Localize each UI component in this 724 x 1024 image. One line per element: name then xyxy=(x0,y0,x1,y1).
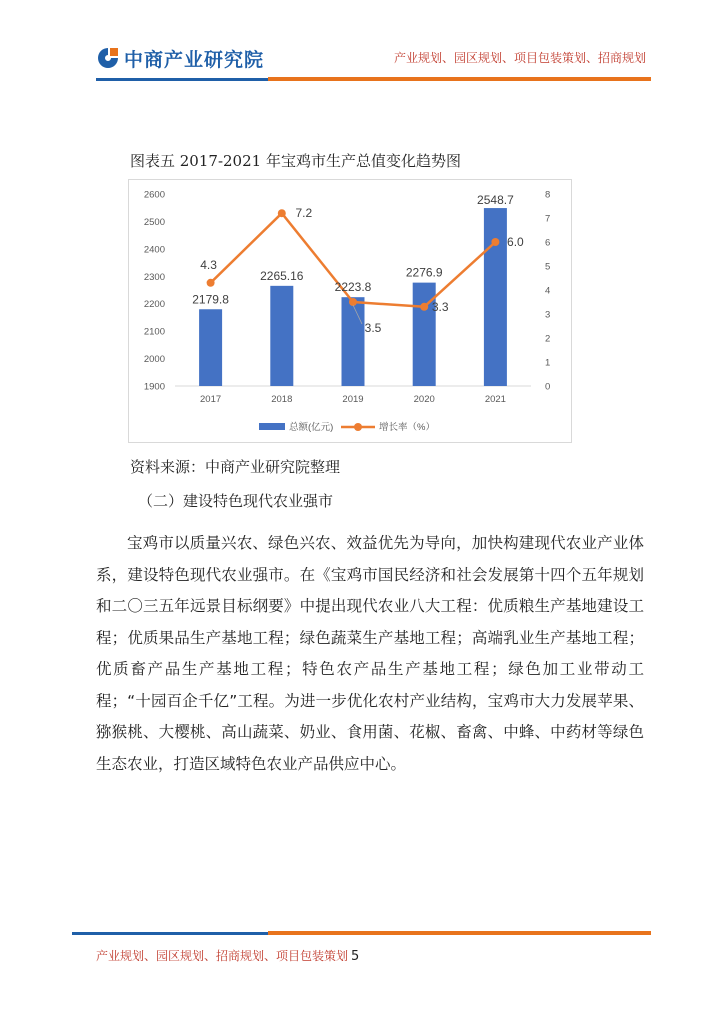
x-tick-label: 2017 xyxy=(200,394,222,405)
header-slogan: 产业规划、园区规划、项目包装策划、招商规划 xyxy=(393,51,646,65)
x-tick-label: 2019 xyxy=(342,394,364,405)
y-left-tick-label: 2100 xyxy=(143,326,165,338)
line-data-label: 6.0 xyxy=(507,235,524,249)
logo-text: 中商产业研究院 xyxy=(124,48,265,71)
y-left-tick-label: 2500 xyxy=(143,216,165,228)
chart-container xyxy=(128,179,572,443)
y-right-tick-label: 0 xyxy=(545,381,551,393)
bar-data-label: 2548.7 xyxy=(477,193,514,208)
footer-slogan: 产业规划、园区规划、招商规划、项目包装策划 xyxy=(96,949,349,963)
growth-point xyxy=(349,298,357,306)
bar xyxy=(484,208,507,386)
x-tick-label: 2018 xyxy=(271,394,293,405)
y-left-tick-label: 2300 xyxy=(143,271,165,283)
bar-data-label: 2223.8 xyxy=(334,280,372,295)
y-right-tick-label: 8 xyxy=(545,189,551,201)
growth-point xyxy=(278,209,286,217)
y-right-tick-label: 5 xyxy=(545,261,551,273)
header-divider-blue xyxy=(96,78,268,81)
growth-point xyxy=(491,238,499,246)
logo xyxy=(96,44,264,72)
legend-line-label: 增长率（%） xyxy=(379,422,435,433)
line-data-label: 4.3 xyxy=(200,257,217,272)
bar xyxy=(342,297,365,386)
footer xyxy=(96,947,359,964)
bar xyxy=(270,286,293,386)
y-left-tick-label: 2000 xyxy=(143,354,165,366)
bar xyxy=(199,309,222,386)
y-right-tick-label: 6 xyxy=(545,237,551,249)
logo-mark-icon xyxy=(96,46,120,70)
y-right-tick-label: 7 xyxy=(545,213,551,225)
y-right-tick-label: 2 xyxy=(545,333,551,345)
x-tick-label: 2021 xyxy=(484,394,506,405)
legend-bar-swatch xyxy=(259,423,285,430)
body-paragraph: 宝鸡市以质量兴农、绿色兴农、效益优先为导向，加快构建现代农业产业体系，建设特色现代农业强市。在《宝鸡市国民经济和社会发展第十四个五年规划和二〇三五年远景目标纲要》中提出现代农业八大工程：优质粮生产基地建设工程；优质果品生产基地工程；绿色蔬菜生产基地工程；高端乳业生产基地工程；优质畜产品生产基地工程；特色农产品生产基地工程；绿色加工业带动工程；“十园百企千亿”工程。为进一步优化农村产业结构，宝鸡市大力发展苹果、猕猴桃、大樱桃、高山蔬菜、奶业、食用菌、花椒、畜禽、中蜂、中药材等绿色生态农业，打造区域特色农业产品供应中心。 xyxy=(96,534,644,773)
y-left-tick-label: 2400 xyxy=(143,244,165,256)
y-left-tick-label: 2600 xyxy=(143,189,165,201)
bar-data-label: 2265.16 xyxy=(260,268,304,283)
y-right-tick-label: 3 xyxy=(545,309,551,321)
growth-point xyxy=(420,303,428,311)
footer-divider-blue xyxy=(72,932,268,935)
header-divider-orange xyxy=(268,77,651,81)
line-data-label: 7.2 xyxy=(295,206,313,221)
line-data-label: 3.3 xyxy=(431,299,449,314)
data-source: 资料来源：中商产业研究院整理 xyxy=(130,458,341,476)
bar-data-label: 2179.8 xyxy=(192,292,229,307)
y-left-tick-label: 1900 xyxy=(143,381,165,393)
page-number: 5 xyxy=(351,949,360,964)
y-left-tick-label: 2200 xyxy=(143,299,165,311)
legend-line-marker xyxy=(354,423,362,431)
line-data-label: 3.5 xyxy=(364,321,382,335)
legend-bar-label: 总额(亿元) xyxy=(289,422,334,433)
section-title: （二）建设特色现代农业强市 xyxy=(138,492,334,510)
footer-divider-orange xyxy=(268,931,651,935)
figure-caption: 图表五 2017-2021 年宝鸡市生产总值变化趋势图 xyxy=(130,152,461,170)
y-right-tick-label: 1 xyxy=(545,357,551,369)
bar-data-label: 2276.9 xyxy=(405,265,443,280)
combo-chart xyxy=(129,180,571,442)
growth-point xyxy=(207,279,215,287)
y-right-tick-label: 4 xyxy=(545,285,551,297)
x-tick-label: 2020 xyxy=(413,394,435,405)
